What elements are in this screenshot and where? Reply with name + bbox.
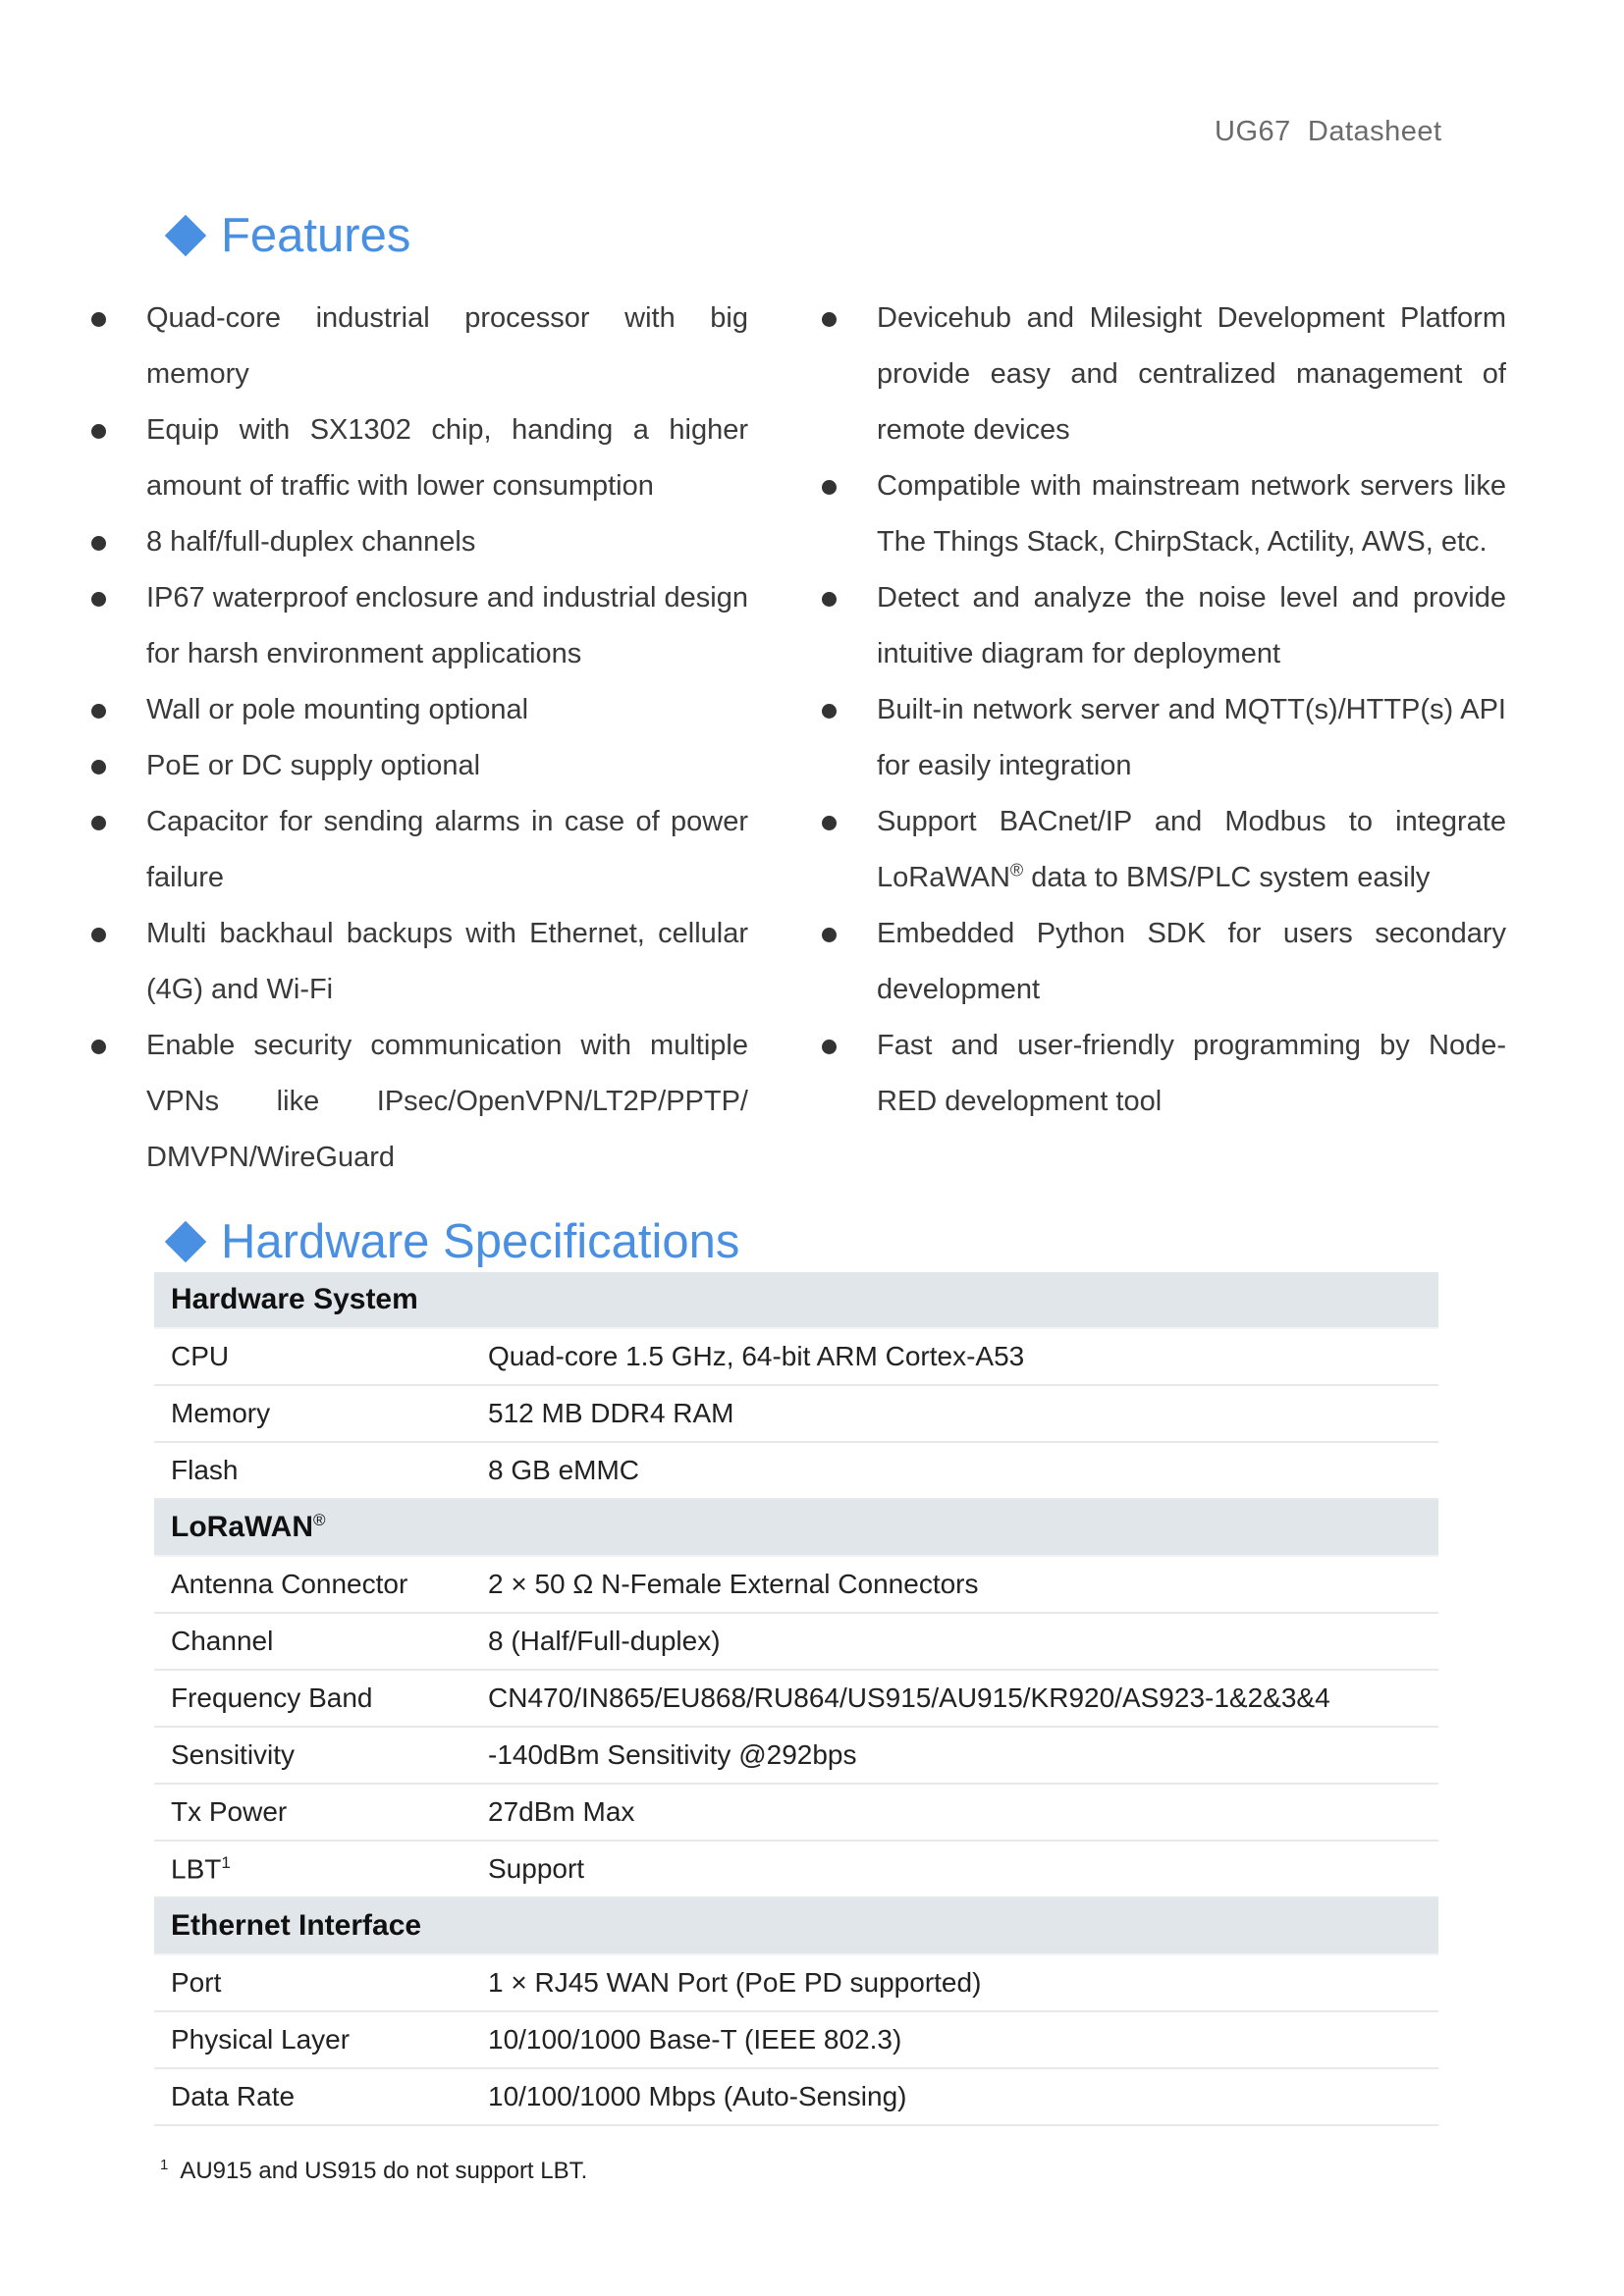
spec-label xyxy=(154,1385,471,1442)
spec-label-text: Frequency Band xyxy=(171,1682,373,1713)
bullet-icon xyxy=(819,682,877,794)
spec-label xyxy=(154,1613,471,1670)
spec-label-text: Memory xyxy=(171,1398,271,1428)
feature-item xyxy=(88,738,748,794)
spec-row xyxy=(154,1556,1438,1613)
feature-item xyxy=(88,291,748,402)
spec-value: 8 (Half/Full-duplex) xyxy=(471,1613,1438,1670)
bullet-icon xyxy=(88,291,146,402)
spec-label xyxy=(154,2068,471,2125)
feature-text: PoE or DC supply optional xyxy=(146,750,481,781)
spec-label-text: Tx Power xyxy=(171,1796,288,1827)
feature-text: IP67 waterproof enclosure and industrial design for harsh environment applications xyxy=(146,582,748,669)
feature-text: Devicehub and Milesight Development Platform provide easy and centralized management of remote devices xyxy=(877,302,1506,446)
feature-text: 8 half/full-duplex channels xyxy=(146,526,476,558)
feature-text: Built-in network server and MQTT(s)/HTTP(s) API for easily integration xyxy=(877,694,1506,781)
features-title: Features xyxy=(221,209,411,262)
spec-value: 10/100/1000 Mbps (Auto-Sensing) xyxy=(471,2068,1438,2125)
feature-item xyxy=(88,570,748,682)
page-header-title: UG67 Datasheet xyxy=(1215,116,1442,147)
spec-label xyxy=(154,1442,471,1499)
bullet-icon xyxy=(88,682,146,738)
spec-value: Quad-core 1.5 GHz, 64-bit ARM Cortex-A53 xyxy=(471,1328,1438,1385)
feature-item xyxy=(819,458,1506,570)
bullet-icon xyxy=(819,794,877,906)
spec-group-row xyxy=(154,1499,1438,1556)
footnote xyxy=(160,2157,587,2185)
spec-value: 10/100/1000 Base-T (IEEE 802.3) xyxy=(471,2011,1438,2068)
feature-text: Wall or pole mounting optional xyxy=(146,694,529,725)
feature-text: Detect and analyze the noise level and provide intuitive diagram for deployment xyxy=(877,582,1506,669)
feature-text: Compatible with mainstream network servers like The Things Stack, ChirpStack, Actility, AWS, etc. xyxy=(877,470,1506,558)
bullet-icon xyxy=(88,570,146,682)
spec-row xyxy=(154,1328,1438,1385)
feature-item xyxy=(88,514,748,570)
spec-row xyxy=(154,2068,1438,2125)
bullet-icon xyxy=(88,514,146,570)
feature-text: Enable security communication with multiple VPNs like IPsec/OpenVPN/LT2P/PPTP/ DMVPN/WireGuard xyxy=(146,1030,748,1173)
spec-value: 27dBm Max xyxy=(471,1784,1438,1841)
diamond-icon xyxy=(165,1221,206,1262)
registered-mark: ® xyxy=(313,1511,326,1529)
spec-row xyxy=(154,1784,1438,1841)
spec-value: -140dBm Sensitivity @292bps xyxy=(471,1727,1438,1784)
spec-group-label: Ethernet Interface xyxy=(171,1909,422,1942)
hardware-title: Hardware Specifications xyxy=(221,1215,740,1268)
spec-label-text: Antenna Connector xyxy=(171,1569,408,1599)
feature-item xyxy=(819,570,1506,682)
spec-value: CN470/IN865/EU868/RU864/US915/AU915/KR920/AS923-1&2&3&4 xyxy=(471,1670,1438,1727)
spec-label xyxy=(154,1784,471,1841)
spec-row xyxy=(154,2011,1438,2068)
feature-item xyxy=(88,402,748,514)
bullet-icon xyxy=(88,738,146,794)
bullet-icon xyxy=(819,570,877,682)
spec-row xyxy=(154,1841,1438,1897)
spec-row xyxy=(154,1385,1438,1442)
features-list-right xyxy=(819,291,1506,1130)
spec-group-row xyxy=(154,1897,1438,1954)
hardware-heading xyxy=(167,1214,739,1269)
spec-group-label: LoRaWAN xyxy=(171,1511,313,1543)
bullet-icon xyxy=(88,906,146,1018)
bullet-icon xyxy=(819,906,877,1018)
feature-text xyxy=(877,794,1506,906)
spec-label-text: Sensitivity xyxy=(171,1739,296,1770)
spec-row xyxy=(154,1670,1438,1727)
footnote-ref: 1 xyxy=(221,1852,231,1872)
feature-text: Multi backhaul backups with Ethernet, cellular (4G) and Wi-Fi xyxy=(146,918,748,1005)
spec-row xyxy=(154,1613,1438,1670)
spec-row xyxy=(154,1954,1438,2011)
footnote-mark: 1 xyxy=(160,2157,169,2173)
bullet-icon xyxy=(819,1018,877,1130)
spec-label xyxy=(154,1841,471,1897)
spec-value: 2 × 50 Ω N-Female External Connectors xyxy=(471,1556,1438,1613)
spec-label-text: CPU xyxy=(171,1341,230,1371)
bullet-icon xyxy=(819,458,877,570)
diamond-icon xyxy=(165,215,206,256)
spec-label-text: Flash xyxy=(171,1455,239,1485)
feature-item xyxy=(819,291,1506,458)
feature-item xyxy=(819,794,1506,906)
feature-item xyxy=(819,1018,1506,1130)
bullet-icon xyxy=(88,794,146,906)
feature-item xyxy=(88,682,748,738)
bullet-icon xyxy=(88,402,146,514)
spec-label xyxy=(154,1556,471,1613)
spec-label-text: LBT xyxy=(171,1853,222,1885)
spec-group-name xyxy=(154,1272,1438,1328)
spec-group-name xyxy=(154,1897,1438,1954)
features-heading xyxy=(167,208,410,263)
feature-text: Fast and user-friendly programming by Node-RED development tool xyxy=(877,1030,1506,1117)
spec-row xyxy=(154,1727,1438,1784)
spec-group-name xyxy=(154,1499,1438,1556)
spec-group-label: Hardware System xyxy=(171,1283,418,1315)
footnote-text: AU915 and US915 do not support LBT. xyxy=(180,2158,588,2184)
spec-label xyxy=(154,2011,471,2068)
spec-label xyxy=(154,1328,471,1385)
spec-value: Support xyxy=(471,1841,1438,1897)
features-list-left xyxy=(88,291,748,1186)
spec-value: 8 GB eMMC xyxy=(471,1442,1438,1499)
spec-label xyxy=(154,1670,471,1727)
feature-item xyxy=(88,794,748,906)
registered-mark: ® xyxy=(1009,860,1024,881)
spec-value: 512 MB DDR4 RAM xyxy=(471,1385,1438,1442)
spec-row xyxy=(154,1442,1438,1499)
hardware-spec-table xyxy=(154,1272,1438,2126)
spec-group-row xyxy=(154,1272,1438,1328)
feature-item xyxy=(88,906,748,1018)
spec-label-text: Channel xyxy=(171,1626,274,1656)
spec-label-text: Data Rate xyxy=(171,2081,296,2111)
bullet-icon xyxy=(88,1018,146,1186)
feature-text: Equip with SX1302 chip, handing a higher amount of traffic with lower consumption xyxy=(146,414,748,502)
feature-text-part: Support BACnet/IP and Modbus to integrate LoRaWAN xyxy=(877,806,1506,893)
feature-item xyxy=(88,1018,748,1186)
feature-text: Capacitor for sending alarms in case of power failure xyxy=(146,806,748,893)
spec-label-text: Physical Layer xyxy=(171,2024,351,2055)
feature-item xyxy=(819,906,1506,1018)
spec-label xyxy=(154,1954,471,2011)
feature-text: Embedded Python SDK for users secondary development xyxy=(877,918,1506,1005)
spec-label-text: Port xyxy=(171,1967,222,1998)
spec-label xyxy=(154,1727,471,1784)
feature-text-part: data to BMS/PLC system easily xyxy=(1023,862,1431,893)
spec-value: 1 × RJ45 WAN Port (PoE PD supported) xyxy=(471,1954,1438,2011)
feature-item xyxy=(819,682,1506,794)
bullet-icon xyxy=(819,291,877,458)
feature-text: Quad-core industrial processor with big memory xyxy=(146,302,748,390)
